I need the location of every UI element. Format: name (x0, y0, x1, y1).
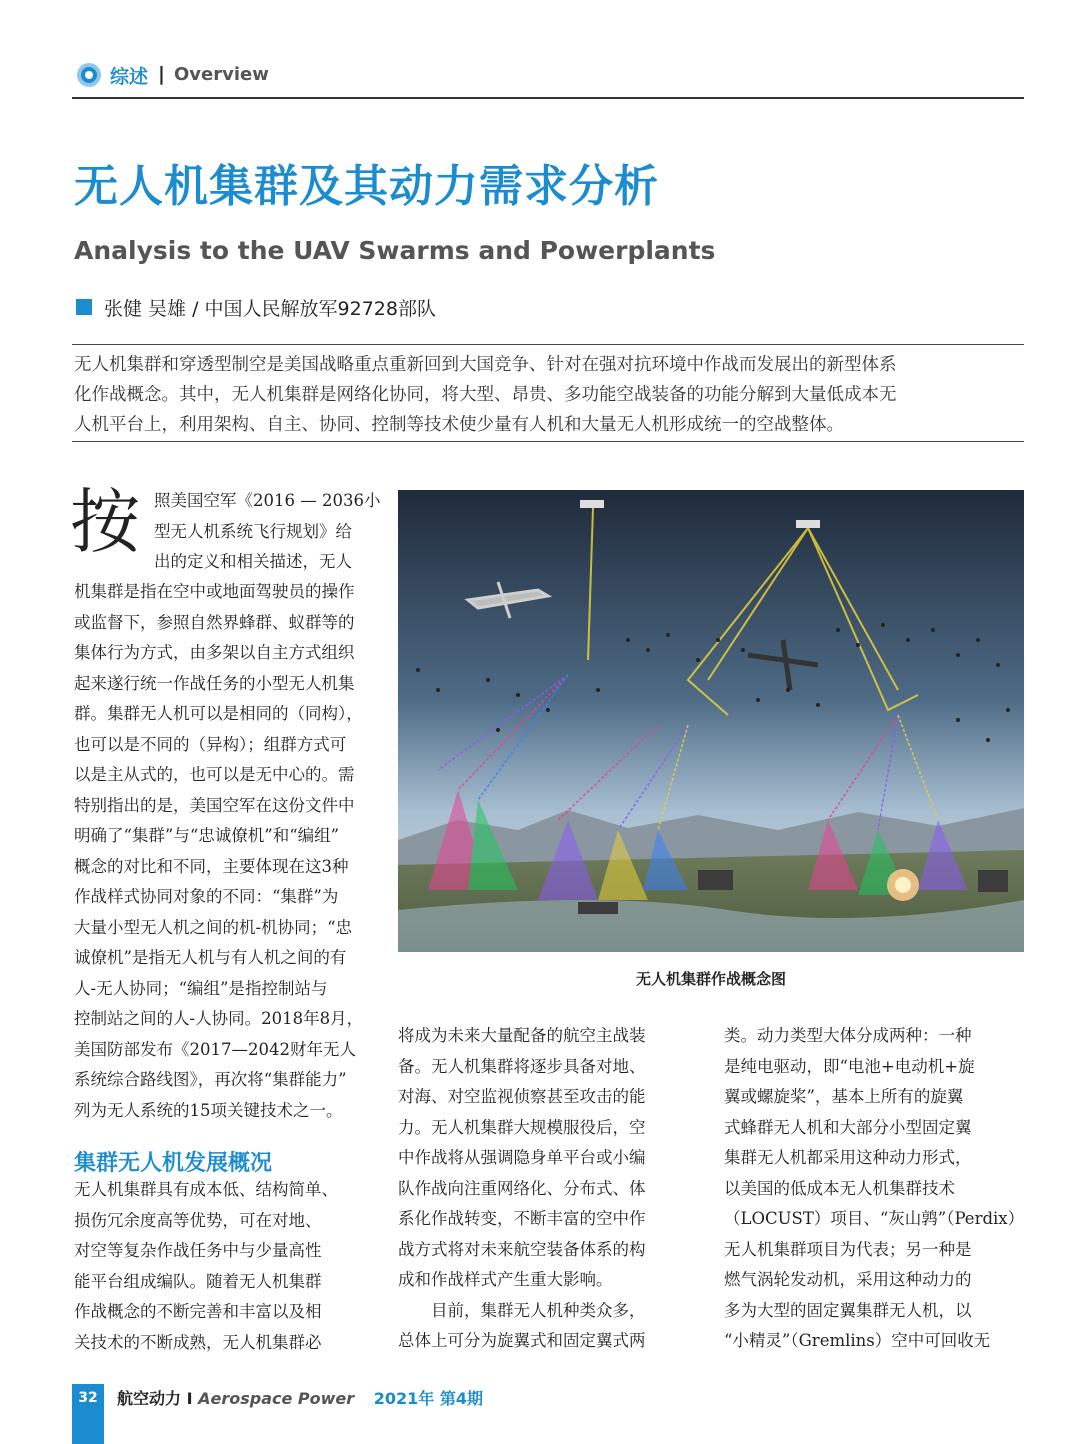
magazine-name: 航空动力 (117, 1389, 182, 1408)
text-line: 美国防部发布《2017—2042财年无人 (74, 1039, 356, 1059)
issue-label: 2021年 第4期 (373, 1389, 483, 1408)
text-line: 诚僚机”是指无人机与有人机之间的有 (74, 948, 347, 967)
text-line: 作战样式协同对象的不同：“集群”为 (74, 887, 339, 906)
magazine-name-en: Aerospace Power (198, 1389, 355, 1408)
text-line: 损伤冗余度高等优势，可在对地、 (74, 1210, 322, 1230)
abstract (74, 350, 1024, 440)
text-line: 控制站之间的人-人协同。2018年8月， (74, 1009, 364, 1028)
text-line: 特别指出的是，美国空军在这份文件中 (74, 795, 355, 815)
text-line: 照美国空军《2016 — 2036小 (154, 491, 381, 510)
column3-body (724, 1021, 1026, 1357)
text-line: 关技术的不断成熟，无人机集群必 (74, 1332, 322, 1352)
column1-body (74, 577, 374, 1126)
text-line: 无人机集群项目为代表；另一种是 (724, 1239, 972, 1259)
text-line: 或监督下，参照自然界蜂群、蚁群等的 (74, 612, 355, 632)
article-title-en: Analysis to the UAV Swarms and Powerplants (74, 236, 716, 265)
article-title: 无人机集群及其动力需求分析 (74, 161, 659, 212)
section-heading: 集群无人机发展概况 (74, 1151, 273, 1176)
text-line: 系统综合路线图》，再次将“集群能力” (74, 1070, 347, 1089)
text-line: 以美国的低成本无人机集群技术 (724, 1178, 955, 1198)
text-line: 人-无人协同；“编组”是指控制站与 (74, 978, 328, 998)
author-marker (76, 299, 92, 315)
abstract-line: 无人机集群和穿透型制空是美国战略重点重新回到大国竞争、针对在强对抗环境中作战而发展出的新型体系 (74, 355, 897, 375)
text-line: 战方式将对未来航空装备体系的构 (398, 1239, 646, 1259)
text-line: 型无人机系统飞行规划》给 (154, 521, 352, 541)
text-line: 式蜂群无人机和大部分小型固定翼 (724, 1117, 972, 1137)
section-label-en: Overview (174, 64, 269, 85)
ground-vehicle-icon (578, 902, 618, 914)
magazine-footer (117, 1386, 483, 1409)
text-line: 集体行为方式，由多架以自主方式组织 (74, 643, 355, 662)
text-line: 力。无人机集群大规模服役后，空 (398, 1117, 646, 1137)
text-line: 将成为未来大量配备的航空主战装 (398, 1026, 646, 1045)
figure-caption: 无人机集群作战概念图 (635, 970, 786, 988)
text-line: 是纯电驱动，即“电池+电动机+旋 (724, 1056, 975, 1076)
text-line: 类。动力类型大体分成两种：一种 (724, 1026, 972, 1045)
text-line: 对海、对空监视侦察甚至攻击的能 (398, 1087, 646, 1106)
text-line: 多为大型的固定翼集群无人机，以 (724, 1300, 972, 1320)
abstract-line: 化作战概念。其中，无人机集群是网络化协同，将大型、昂贵、多功能空战装备的功能分解到大量低成本无 (74, 385, 897, 405)
text-line: 总体上可分为旋翼式和固定翼式两 (398, 1331, 646, 1350)
text-line: 燃气涡轮发动机，采用这种动力的 (724, 1270, 972, 1289)
text-line: 概念的对比和不同，主要体现在这3种 (74, 856, 349, 876)
text-line: 出的定义和相关描述，无人 (154, 552, 352, 571)
satellite-icon (796, 520, 820, 528)
text-line: 成和作战样式产生重大影响。 (398, 1270, 613, 1289)
ground-vehicle-icon (698, 870, 733, 890)
text-line: 以是主从式的，也可以是无中心的。需 (74, 765, 355, 784)
text-line: 队作战向注重网络化、分布式、体 (398, 1178, 646, 1198)
magazine-separator: I (186, 1389, 193, 1408)
text-line: 起来遂行统一作战任务的小型无人机集 (74, 673, 355, 693)
satellite-icon (580, 500, 604, 508)
section-separator: | (158, 63, 165, 85)
abstract-rule-top (72, 344, 1024, 345)
text-line: 翼或螺旋桨”，基本上所有的旋翼 (724, 1087, 964, 1106)
abstract-line: 人机平台上，利用架构、自主、协同、控制等技术使少量有人机和大量无人机形成统一的空战整体。 (74, 415, 844, 435)
text-line: （LOCUST）项目、“灰山鹑”（Perdix） (724, 1209, 1025, 1228)
text-line: 无人机集群具有成本低、结构简单、 (74, 1180, 338, 1199)
text-line: 列为无人系统的15项关键技术之一。 (74, 1100, 343, 1120)
column1-intro (154, 486, 381, 578)
section-label: 综述 (110, 66, 149, 88)
text-line: 系化作战转变，不断丰富的空中作 (398, 1209, 646, 1228)
column1-section-body (74, 1175, 374, 1358)
text-line: 备。无人机集群将逐步具备对地、 (398, 1056, 646, 1076)
text-line: 大量小型无人机之间的机-机协同；“忠 (74, 917, 353, 937)
drop-cap: 按 (70, 481, 140, 563)
column2-body (398, 1021, 700, 1357)
text-line: 能平台组成编队。随着无人机集群 (74, 1271, 322, 1291)
abstract-rule-bottom (72, 441, 1024, 442)
ground-vehicle-icon (978, 870, 1008, 892)
text-line: 对空等复杂作战任务中与少量高性 (74, 1241, 322, 1260)
text-line: 机集群是指在空中或地面驾驶员的操作 (74, 582, 355, 601)
text-line: 群。集群无人机可以是相同的（同构）， (74, 704, 363, 723)
text-line: 目前，集群无人机种类众多， (398, 1300, 646, 1320)
text-line: 中作战将从强调隐身单平台或小编 (398, 1148, 646, 1167)
page-number: 32 (78, 1390, 98, 1406)
authors: 张健 吴雄 / 中国人民解放军92728部队 (104, 298, 436, 320)
uav-swarm-concept-figure (398, 490, 1024, 952)
sun-logo-icon (76, 62, 102, 88)
text-line: 集群无人机都采用这种动力形式， (724, 1148, 972, 1167)
text-line: 作战概念的不断完善和丰富以及相 (74, 1302, 322, 1321)
text-line: 也可以是不同的（异构）；组群方式可 (74, 734, 347, 754)
text-line: “小精灵”（Gremlins）空中可回收无 (724, 1331, 991, 1350)
header-rule (72, 97, 1024, 99)
text-line: 明确了“集群”与“忠诚僚机”和“编组” (74, 826, 340, 845)
